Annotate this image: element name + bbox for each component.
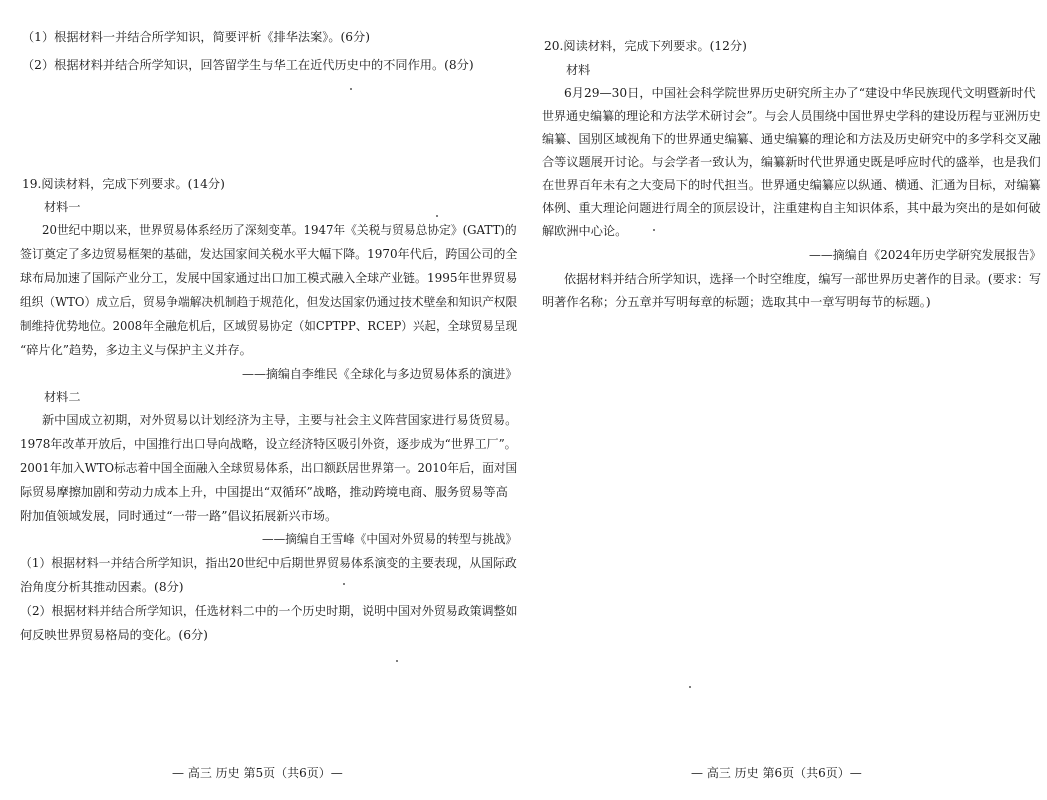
- q19-subquestion-1: （1）根据材料一并结合所学知识，指出20世纪中后期世界贸易体系演变的主要表现，从国际政: [20, 556, 517, 570]
- q19-material1-line: 球布局加速了国际产业分工，发展中国家通过出口加工模式融入全球产业链。1995年世界贸易: [20, 271, 518, 285]
- q19-material2-line: 1978年改革开放后，中国推行出口导向战略，设立经济特区吸引外资，逐步成为“世界工厂”。: [20, 437, 517, 451]
- q19-material2-line: 新中国成立初期，对外贸易以计划经济为主导，主要与社会主义阵营国家进行易货贸易。: [42, 413, 518, 427]
- q19-material1-line: 签订奠定了多边贸易框架的基础，发达国家间关税水平大幅下降。1970年代后，跨国公司的全: [20, 247, 518, 261]
- left-page: [0, 0, 523, 800]
- scan-speck: [343, 583, 345, 585]
- q19-material1-line: 制维持优势地位。2008年全融危机后，区域贸易协定（如CPTPP、RCEP）兴起，全球贸易呈现: [20, 319, 518, 333]
- scan-speck: [396, 660, 398, 662]
- page-footer: — 高三 历史 第6页（共6页）—: [691, 766, 862, 780]
- q18-subquestion-2: （2）根据材料并结合所学知识，回答留学生与华工在近代历史中的不同作用。(8分): [22, 58, 474, 72]
- q19-material1-line: 组织（WTO）成立后，贸易争端解决机制趋于规范化，但发达国家仍通过技术壁垒和知识产权限: [20, 295, 518, 309]
- scan-speck: [436, 215, 438, 217]
- q19-material1-line: 20世纪中期以来，世界贸易体系经历了深刻变革。1947年《关税与贸易总协定》(GATT)的: [42, 223, 517, 237]
- q20-material-line: 体例、重大理论问题进行周全的顶层设计，注重建构自主知识体系，其中最为突出的是如何破: [542, 201, 1041, 215]
- right-page: [523, 0, 1047, 800]
- q20-material-line: 解欧洲中心论。: [542, 224, 628, 238]
- q20-task-line: 依据材料并结合所学知识，选择一个时空维度，编写一部世界历史著作的目录。(要求：写: [564, 272, 1042, 286]
- q20-material-line: 合等议题展开讨论。与会学者一致认为，编纂新时代世界通史既是呼应时代的盛举，也是我们: [542, 155, 1041, 169]
- q19-material1-title: 材料一: [44, 200, 81, 214]
- q19-subquestion-1: 治角度分析其推动因素。(8分): [20, 580, 184, 594]
- q20-material-line: 在世界百年未有之大变局下的时代担当。世界通史编纂应以纵通、横通、汇通为目标，对编纂: [542, 178, 1041, 192]
- scan-speck: [689, 686, 691, 688]
- scan-speck: [653, 229, 655, 231]
- scan-speck: [350, 88, 352, 90]
- q19-material2-source: ——摘编自王雪峰《中国对外贸易的转型与挑战》: [262, 532, 518, 546]
- q19-material2-line: 附加值领域发展，同时通过“一带一路”倡议拓展新兴市场。: [20, 509, 338, 523]
- q20-material-line: 世界通史编纂的理论和方法学术研讨会”。与会人员围绕中国世界史学科的建设历程与亚洲历史: [542, 109, 1041, 123]
- q20-material-title: 材料: [566, 63, 591, 77]
- q19-material2-line: 2001年加入WTO标志着中国全面融入全球贸易体系，出口额跃居世界第一。2010年后，面对国: [20, 461, 518, 475]
- q19-material2-line: 际贸易摩擦加剧和劳动力成本上升，中国提出“双循环”战略，推动跨境电商、服务贸易等高: [20, 485, 508, 499]
- q19-subquestion-2: （2）根据材料并结合所学知识，任选材料二中的一个历史时期，说明中国对外贸易政策调整如: [20, 604, 518, 618]
- q20-material-line: 6月29—30日，中国社会科学院世界历史研究所主办了“建设中华民族现代文明暨新时代: [564, 86, 1036, 100]
- q19-subquestion-2: 何反映世界贸易格局的变化。(6分): [20, 628, 208, 642]
- q19-material2-title: 材料二: [44, 390, 81, 404]
- q19-material1-line: “碎片化”趋势，多边主义与保护主义并存。: [20, 343, 252, 357]
- q20-material-source: ——摘编自《2024年历史学研究发展报告》: [809, 248, 1042, 262]
- q18-subquestion-1: （1）根据材料一并结合所学知识，简要评析《排华法案》。(6分): [22, 30, 370, 44]
- page-footer: — 高三 历史 第5页（共6页）—: [172, 766, 343, 780]
- q19-heading: 19.阅读材料，完成下列要求。(14分): [22, 177, 225, 191]
- q20-heading: 20.阅读材料，完成下列要求。(12分): [544, 39, 747, 53]
- q19-material1-source: ——摘编自李维民《全球化与多边贸易体系的演进》: [242, 367, 518, 381]
- q20-task-line: 明著作名称；分五章并写明每章的标题；选取其中一章写明每节的标题。): [542, 295, 931, 309]
- q20-material-line: 编纂、国别区域视角下的世界通史编纂、通史编纂的理论和方法及历史研究中的多学科交叉融: [542, 132, 1041, 146]
